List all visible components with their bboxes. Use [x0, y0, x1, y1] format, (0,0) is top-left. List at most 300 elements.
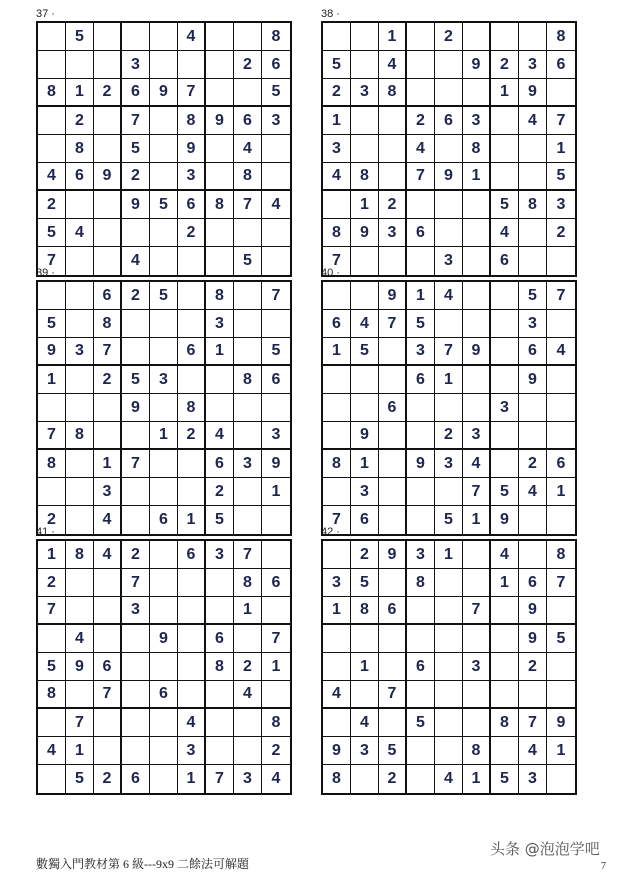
sudoku-cell	[206, 51, 234, 79]
sudoku-cell: 5	[491, 478, 519, 506]
sudoku-cell: 8	[379, 79, 407, 107]
sudoku-cell	[234, 394, 262, 422]
sudoku-cell: 1	[66, 79, 94, 107]
sudoku-cell: 9	[463, 51, 491, 79]
sudoku-cell	[547, 247, 575, 275]
sudoku-cell	[379, 709, 407, 737]
sudoku-cell: 2	[234, 653, 262, 681]
sudoku-cell: 8	[407, 569, 435, 597]
sudoku-cell	[407, 394, 435, 422]
sudoku-cell	[262, 541, 290, 569]
sudoku-cell: 8	[234, 569, 262, 597]
sudoku-cell: 6	[351, 506, 379, 534]
sudoku-cell: 3	[379, 219, 407, 247]
sudoku-cell: 4	[351, 709, 379, 737]
sudoku-cell: 1	[463, 765, 491, 793]
sudoku-cell	[407, 23, 435, 51]
sudoku-cell	[435, 310, 463, 338]
sudoku-cell: 6	[407, 653, 435, 681]
sudoku-cell: 7	[122, 107, 150, 135]
sudoku-cell: 4	[38, 737, 66, 765]
sudoku-cell: 7	[407, 163, 435, 191]
sudoku-cell: 4	[94, 541, 122, 569]
sudoku-cell: 2	[435, 23, 463, 51]
sudoku-cell	[66, 450, 94, 478]
sudoku-cell: 1	[38, 541, 66, 569]
sudoku-cell	[38, 765, 66, 793]
sudoku-cell	[150, 765, 178, 793]
sudoku-cell	[122, 310, 150, 338]
sudoku-cell	[323, 625, 351, 653]
sudoku-cell: 2	[94, 366, 122, 394]
sudoku-cell	[407, 478, 435, 506]
sudoku-cell	[351, 247, 379, 275]
sudoku-cell: 8	[323, 219, 351, 247]
sudoku-cell: 4	[262, 191, 290, 219]
sudoku-cell	[491, 653, 519, 681]
sudoku-cell	[351, 282, 379, 310]
sudoku-cell	[435, 625, 463, 653]
sudoku-cell	[66, 51, 94, 79]
sudoku-cell	[38, 135, 66, 163]
sudoku-cell	[435, 219, 463, 247]
sudoku-cell	[463, 541, 491, 569]
sudoku-cell: 1	[178, 765, 206, 793]
sudoku-cell	[94, 625, 122, 653]
sudoku-cell	[323, 394, 351, 422]
puzzle-number: 39 ·	[36, 267, 55, 279]
sudoku-cell: 7	[94, 338, 122, 366]
sudoku-cell	[66, 681, 94, 709]
sudoku-cell: 3	[519, 765, 547, 793]
sudoku-cell: 2	[122, 541, 150, 569]
sudoku-cell	[351, 107, 379, 135]
sudoku-cell	[547, 597, 575, 625]
footer-title: 數獨入門教材第 6 級---9x9 二餘法可解題	[36, 857, 249, 871]
page-number: 7	[601, 861, 606, 872]
sudoku-cell: 3	[351, 737, 379, 765]
sudoku-cell: 2	[178, 422, 206, 450]
sudoku-cell	[178, 653, 206, 681]
sudoku-cell: 9	[519, 79, 547, 107]
sudoku-cell	[351, 23, 379, 51]
sudoku-cell	[38, 23, 66, 51]
sudoku-cell: 9	[351, 422, 379, 450]
sudoku-cell: 5	[206, 506, 234, 534]
sudoku-cell: 5	[519, 282, 547, 310]
sudoku-cell	[463, 394, 491, 422]
sudoku-cell	[379, 366, 407, 394]
sudoku-cell: 9	[491, 506, 519, 534]
sudoku-cell	[66, 310, 94, 338]
sudoku-cell: 5	[351, 338, 379, 366]
sudoku-cell	[379, 338, 407, 366]
sudoku-cell	[94, 191, 122, 219]
sudoku-cell: 7	[547, 569, 575, 597]
sudoku-cell: 7	[234, 191, 262, 219]
sudoku-cell: 3	[463, 107, 491, 135]
sudoku-cell: 6	[150, 681, 178, 709]
sudoku-cell	[122, 737, 150, 765]
sudoku-cell: 8	[323, 765, 351, 793]
sudoku-cell	[323, 23, 351, 51]
sudoku-cell	[379, 163, 407, 191]
sudoku-cell: 3	[351, 79, 379, 107]
sudoku-cell: 4	[547, 338, 575, 366]
sudoku-cell: 2	[234, 51, 262, 79]
sudoku-cell	[38, 51, 66, 79]
sudoku-cell	[178, 282, 206, 310]
sudoku-cell: 7	[206, 765, 234, 793]
sudoku-cell	[150, 737, 178, 765]
sudoku-cell: 1	[351, 653, 379, 681]
sudoku-cell	[94, 23, 122, 51]
sudoku-cell: 9	[351, 219, 379, 247]
sudoku-cell	[206, 79, 234, 107]
sudoku-cell: 6	[407, 366, 435, 394]
sudoku-cell: 8	[38, 79, 66, 107]
sudoku-cell: 8	[323, 450, 351, 478]
sudoku-cell: 4	[66, 219, 94, 247]
sudoku-cell	[547, 653, 575, 681]
sudoku-cell	[435, 191, 463, 219]
sudoku-cell	[323, 653, 351, 681]
sudoku-cell	[38, 625, 66, 653]
sudoku-cell: 4	[519, 478, 547, 506]
sudoku-cell: 3	[435, 247, 463, 275]
sudoku-cell: 4	[435, 765, 463, 793]
sudoku-cell: 8	[262, 709, 290, 737]
sudoku-cell	[178, 51, 206, 79]
sudoku-cell	[178, 450, 206, 478]
sudoku-cell	[234, 23, 262, 51]
sudoku-cell	[206, 681, 234, 709]
sudoku-cell	[66, 478, 94, 506]
sudoku-cell: 7	[435, 338, 463, 366]
sudoku-cell	[379, 107, 407, 135]
sudoku-cell	[323, 478, 351, 506]
sudoku-cell	[491, 163, 519, 191]
sudoku-cell: 3	[150, 366, 178, 394]
sudoku-cell	[206, 163, 234, 191]
sudoku-cell: 4	[234, 135, 262, 163]
sudoku-cell: 8	[351, 597, 379, 625]
sudoku-cell	[323, 422, 351, 450]
sudoku-cell: 6	[66, 163, 94, 191]
sudoku-cell: 1	[234, 597, 262, 625]
sudoku-cell	[94, 394, 122, 422]
sudoku-cell: 3	[547, 191, 575, 219]
sudoku-cell: 8	[38, 681, 66, 709]
sudoku-cell	[94, 107, 122, 135]
sudoku-cell	[323, 709, 351, 737]
sudoku-cell	[94, 737, 122, 765]
sudoku-grid	[36, 21, 292, 277]
sudoku-cell: 4	[206, 422, 234, 450]
sudoku-cell: 7	[234, 541, 262, 569]
sudoku-cell: 5	[491, 765, 519, 793]
sudoku-cell	[38, 107, 66, 135]
sudoku-cell: 7	[463, 597, 491, 625]
sudoku-cell: 6	[379, 597, 407, 625]
sudoku-puzzle	[321, 8, 575, 277]
sudoku-cell: 6	[122, 765, 150, 793]
sudoku-cell	[435, 478, 463, 506]
sudoku-cell: 6	[262, 569, 290, 597]
sudoku-cell	[206, 219, 234, 247]
sudoku-cell: 5	[150, 191, 178, 219]
sudoku-cell	[519, 135, 547, 163]
sudoku-cell	[407, 765, 435, 793]
sudoku-cell: 9	[463, 338, 491, 366]
sudoku-cell	[547, 681, 575, 709]
sudoku-cell	[407, 191, 435, 219]
sudoku-cell: 4	[407, 135, 435, 163]
sudoku-cell: 5	[38, 653, 66, 681]
sudoku-cell	[519, 541, 547, 569]
sudoku-cell	[206, 394, 234, 422]
sudoku-cell	[519, 422, 547, 450]
sudoku-cell	[66, 569, 94, 597]
puzzle-number: 41 ·	[36, 526, 55, 538]
sudoku-puzzle	[36, 8, 290, 277]
sudoku-cell: 8	[547, 23, 575, 51]
sudoku-cell: 7	[122, 569, 150, 597]
sudoku-cell: 9	[262, 450, 290, 478]
sudoku-cell	[122, 219, 150, 247]
sudoku-cell: 6	[206, 625, 234, 653]
sudoku-cell	[150, 450, 178, 478]
sudoku-cell: 2	[407, 107, 435, 135]
sudoku-cell: 5	[547, 625, 575, 653]
sudoku-cell: 6	[150, 506, 178, 534]
sudoku-cell	[66, 191, 94, 219]
sudoku-cell	[435, 737, 463, 765]
sudoku-cell: 5	[262, 338, 290, 366]
sudoku-grid	[321, 280, 577, 536]
sudoku-cell: 5	[435, 506, 463, 534]
sudoku-puzzle	[36, 267, 290, 536]
sudoku-cell	[519, 23, 547, 51]
sudoku-cell	[150, 51, 178, 79]
sudoku-cell: 2	[206, 478, 234, 506]
sudoku-cell: 6	[323, 310, 351, 338]
sudoku-cell: 9	[323, 737, 351, 765]
sudoku-cell: 2	[519, 450, 547, 478]
sudoku-cell: 9	[206, 107, 234, 135]
sudoku-cell: 2	[94, 79, 122, 107]
sudoku-cell	[38, 394, 66, 422]
sudoku-cell: 3	[122, 51, 150, 79]
sudoku-cell: 9	[122, 191, 150, 219]
sudoku-cell	[463, 625, 491, 653]
sudoku-cell	[379, 625, 407, 653]
sudoku-cell: 1	[491, 569, 519, 597]
sudoku-cell	[38, 478, 66, 506]
sudoku-cell	[323, 541, 351, 569]
sudoku-cell	[206, 597, 234, 625]
sudoku-cell	[66, 394, 94, 422]
sudoku-cell	[463, 709, 491, 737]
sudoku-cell	[407, 681, 435, 709]
sudoku-cell: 3	[122, 597, 150, 625]
sudoku-cell	[379, 478, 407, 506]
sudoku-cell	[150, 541, 178, 569]
sudoku-cell: 2	[323, 79, 351, 107]
sudoku-cell: 6	[379, 394, 407, 422]
sudoku-cell	[122, 422, 150, 450]
sudoku-cell	[491, 107, 519, 135]
sudoku-cell: 2	[262, 737, 290, 765]
sudoku-cell: 3	[178, 737, 206, 765]
sudoku-cell: 7	[38, 597, 66, 625]
sudoku-cell: 5	[407, 310, 435, 338]
sudoku-cell: 8	[463, 737, 491, 765]
puzzle-number: 38 ·	[321, 8, 340, 20]
sudoku-cell	[491, 23, 519, 51]
sudoku-cell: 2	[122, 282, 150, 310]
sudoku-cell: 4	[178, 709, 206, 737]
sudoku-cell: 5	[150, 282, 178, 310]
sudoku-cell: 6	[178, 338, 206, 366]
sudoku-cell	[407, 597, 435, 625]
sudoku-cell: 4	[463, 450, 491, 478]
sudoku-cell	[150, 653, 178, 681]
sudoku-cell: 7	[94, 681, 122, 709]
sudoku-cell	[435, 653, 463, 681]
sudoku-cell: 6	[407, 219, 435, 247]
sudoku-cell: 1	[206, 338, 234, 366]
sudoku-cell	[150, 247, 178, 275]
sudoku-cell	[407, 625, 435, 653]
sudoku-cell	[262, 163, 290, 191]
sudoku-cell	[351, 765, 379, 793]
sudoku-cell	[262, 394, 290, 422]
sudoku-cell: 1	[463, 163, 491, 191]
sudoku-cell	[234, 282, 262, 310]
sudoku-cell: 2	[351, 541, 379, 569]
sudoku-cell: 1	[323, 338, 351, 366]
sudoku-cell	[122, 709, 150, 737]
sudoku-cell	[463, 569, 491, 597]
sudoku-cell: 2	[66, 107, 94, 135]
sudoku-cell	[491, 737, 519, 765]
sudoku-cell	[66, 597, 94, 625]
sudoku-cell: 1	[351, 450, 379, 478]
sudoku-cell: 1	[351, 191, 379, 219]
sudoku-cell	[150, 394, 178, 422]
sudoku-cell	[323, 282, 351, 310]
sudoku-cell	[94, 422, 122, 450]
sudoku-cell: 7	[66, 709, 94, 737]
sudoku-cell: 8	[66, 135, 94, 163]
sudoku-cell: 6	[262, 366, 290, 394]
sudoku-cell	[407, 506, 435, 534]
sudoku-cell: 6	[94, 653, 122, 681]
sudoku-cell: 8	[178, 394, 206, 422]
sudoku-cell	[435, 394, 463, 422]
sudoku-cell: 3	[206, 541, 234, 569]
sudoku-cell: 1	[435, 366, 463, 394]
sudoku-cell	[435, 51, 463, 79]
sudoku-cell	[262, 681, 290, 709]
sudoku-cell	[150, 338, 178, 366]
sudoku-cell	[547, 422, 575, 450]
sudoku-cell	[491, 366, 519, 394]
sudoku-cell	[122, 625, 150, 653]
sudoku-cell	[150, 569, 178, 597]
sudoku-cell	[407, 247, 435, 275]
sudoku-cell: 7	[178, 79, 206, 107]
sudoku-cell: 3	[491, 394, 519, 422]
sudoku-cell: 1	[547, 737, 575, 765]
sudoku-cell	[178, 478, 206, 506]
sudoku-cell: 7	[547, 282, 575, 310]
sudoku-cell: 3	[351, 478, 379, 506]
sudoku-cell: 8	[66, 541, 94, 569]
sudoku-cell	[379, 569, 407, 597]
sudoku-cell	[463, 282, 491, 310]
sudoku-cell: 3	[262, 422, 290, 450]
sudoku-cell: 8	[491, 709, 519, 737]
sudoku-cell	[178, 310, 206, 338]
sudoku-cell	[351, 366, 379, 394]
sudoku-cell: 3	[262, 107, 290, 135]
sudoku-cell: 1	[463, 506, 491, 534]
sudoku-cell	[463, 247, 491, 275]
sudoku-cell: 1	[66, 737, 94, 765]
sudoku-cell: 9	[379, 541, 407, 569]
sudoku-cell: 8	[206, 653, 234, 681]
sudoku-cell: 2	[38, 191, 66, 219]
sudoku-cell: 9	[519, 625, 547, 653]
sudoku-cell	[234, 338, 262, 366]
sudoku-cell: 1	[150, 422, 178, 450]
sudoku-cell	[234, 219, 262, 247]
sudoku-cell: 4	[66, 625, 94, 653]
sudoku-cell	[178, 597, 206, 625]
sudoku-cell: 7	[262, 282, 290, 310]
sudoku-cell: 9	[407, 450, 435, 478]
sudoku-cell	[463, 23, 491, 51]
sudoku-cell	[463, 681, 491, 709]
sudoku-cell	[94, 219, 122, 247]
sudoku-cell: 4	[491, 541, 519, 569]
sudoku-grid	[321, 539, 577, 795]
sudoku-cell: 3	[463, 653, 491, 681]
sudoku-cell: 8	[234, 366, 262, 394]
sudoku-cell	[66, 506, 94, 534]
sudoku-cell: 8	[519, 191, 547, 219]
sudoku-cell: 3	[519, 51, 547, 79]
sudoku-cell	[547, 366, 575, 394]
sudoku-cell: 3	[463, 422, 491, 450]
sudoku-cell	[351, 135, 379, 163]
sudoku-cell	[435, 597, 463, 625]
sudoku-cell	[206, 366, 234, 394]
sudoku-cell: 3	[178, 163, 206, 191]
sudoku-cell	[435, 709, 463, 737]
sudoku-cell: 4	[178, 23, 206, 51]
sudoku-cell: 2	[178, 219, 206, 247]
sudoku-cell	[407, 79, 435, 107]
sudoku-puzzle	[321, 526, 575, 795]
sudoku-grid	[321, 21, 577, 277]
sudoku-cell: 6	[234, 107, 262, 135]
sudoku-cell: 9	[150, 79, 178, 107]
sudoku-cell	[178, 681, 206, 709]
sudoku-cell: 5	[351, 569, 379, 597]
